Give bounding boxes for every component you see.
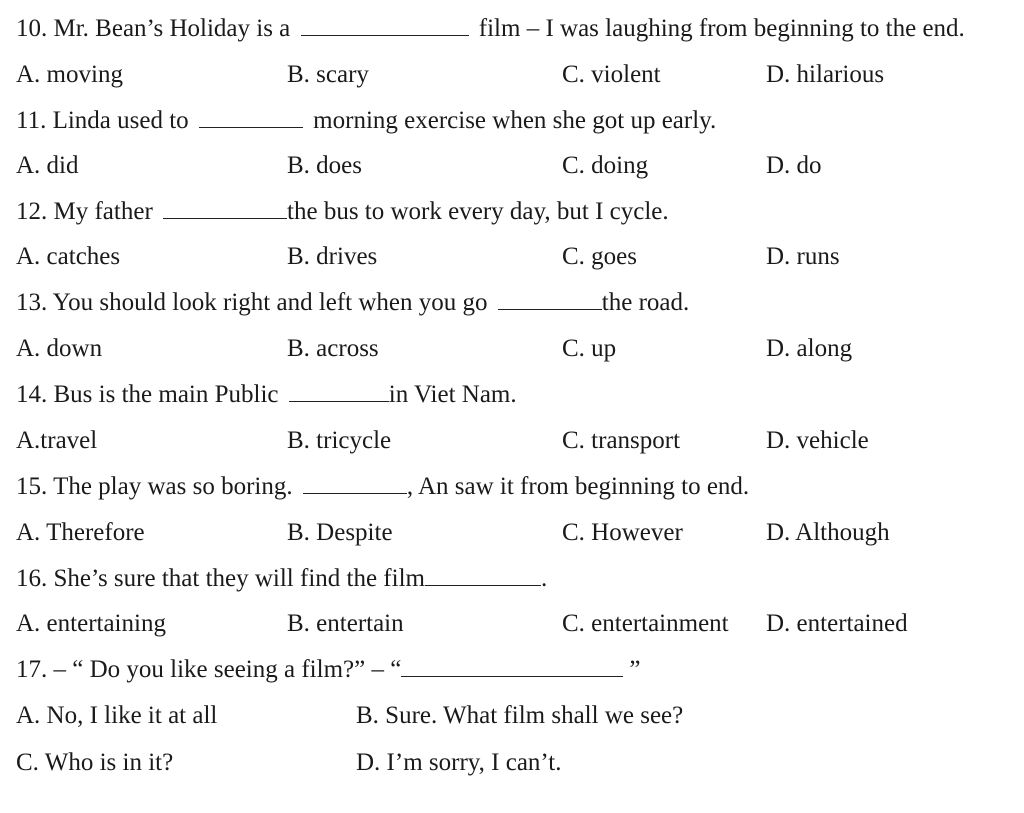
option-d: D. hilarious	[766, 61, 885, 88]
option-b: B. tricycle	[287, 427, 392, 454]
question-number: 14.	[16, 381, 48, 408]
question-14	[16, 380, 517, 410]
answer-blank	[199, 109, 303, 128]
option-d: D. Although	[766, 519, 890, 546]
question-text-after: , An saw it from beginning to end.	[406, 473, 750, 500]
answer-blank	[163, 200, 287, 219]
question-text-before: Mr. Bean’s Holiday is a	[53, 15, 291, 42]
question-text-before: – “ Do you like seeing a film?” – “	[53, 656, 402, 683]
option-d: D. I’m sorry, I can’t.	[356, 749, 562, 776]
option-a: A.travel	[16, 427, 98, 454]
answer-blank	[425, 567, 541, 586]
answer-blank	[303, 475, 407, 494]
option-d: D. vehicle	[766, 427, 869, 454]
option-a: A. moving	[16, 61, 123, 88]
option-a: A. entertaining	[16, 610, 166, 637]
option-c: C. However	[562, 519, 683, 546]
question-number: 12.	[16, 198, 48, 225]
answer-blank	[401, 658, 623, 677]
question-text-after: film – I was laughing from beginning to the end.	[478, 15, 965, 42]
option-b: B. does	[287, 152, 362, 179]
option-a: A. Therefore	[16, 519, 145, 546]
question-text-after: in Viet Nam.	[388, 381, 517, 408]
question-number: 16.	[16, 565, 48, 592]
answer-blank	[289, 383, 389, 402]
option-c: C. violent	[562, 61, 661, 88]
question-text-before: You should look right and left when you go	[52, 289, 488, 316]
question-text-before: The play was so boring.	[53, 473, 293, 500]
option-b: B. across	[287, 335, 379, 362]
question-15	[16, 472, 749, 502]
question-text-after: .	[540, 565, 548, 592]
answer-blank	[301, 17, 469, 36]
question-number: 13.	[16, 289, 48, 316]
question-text-after: the road.	[601, 289, 690, 316]
question-number: 11.	[16, 107, 47, 134]
answer-blank	[498, 291, 602, 310]
question-11	[16, 106, 716, 136]
question-number: 15.	[16, 473, 48, 500]
question-17	[16, 655, 640, 685]
option-d: D. runs	[766, 243, 840, 270]
option-c: C. doing	[562, 152, 649, 179]
option-c: C. goes	[562, 243, 637, 270]
question-16	[16, 564, 547, 594]
question-text-before: She’s sure that they will find the film	[53, 565, 425, 592]
question-text-before: Bus is the main Public	[53, 381, 279, 408]
option-b: B. Sure. What film shall we see?	[356, 702, 684, 729]
option-b: B. scary	[287, 61, 369, 88]
question-10	[16, 14, 965, 44]
option-d: D. do	[766, 152, 822, 179]
question-text-before: My father	[53, 198, 153, 225]
option-a: A. down	[16, 335, 103, 362]
option-b: B. Despite	[287, 519, 393, 546]
question-text-before: Linda used to	[52, 107, 189, 134]
question-12	[16, 197, 669, 227]
option-a: A. did	[16, 152, 79, 179]
option-a: A. No, I like it at all	[16, 702, 218, 729]
question-number: 10.	[16, 15, 48, 42]
option-c: C. Who is in it?	[16, 749, 174, 776]
question-13	[16, 288, 689, 318]
option-d: D. entertained	[766, 610, 908, 637]
option-c: C. up	[562, 335, 617, 362]
option-c: C. entertainment	[562, 610, 729, 637]
option-c: C. transport	[562, 427, 681, 454]
question-text-after: morning exercise when she got up early.	[313, 107, 717, 134]
option-d: D. along	[766, 335, 853, 362]
question-number: 17.	[16, 656, 48, 683]
option-b: B. drives	[287, 243, 378, 270]
option-a: A. catches	[16, 243, 121, 270]
question-text-after: ”	[629, 656, 641, 683]
question-text-after: the bus to work every day, but I cycle.	[287, 198, 669, 225]
option-b: B. entertain	[287, 610, 404, 637]
